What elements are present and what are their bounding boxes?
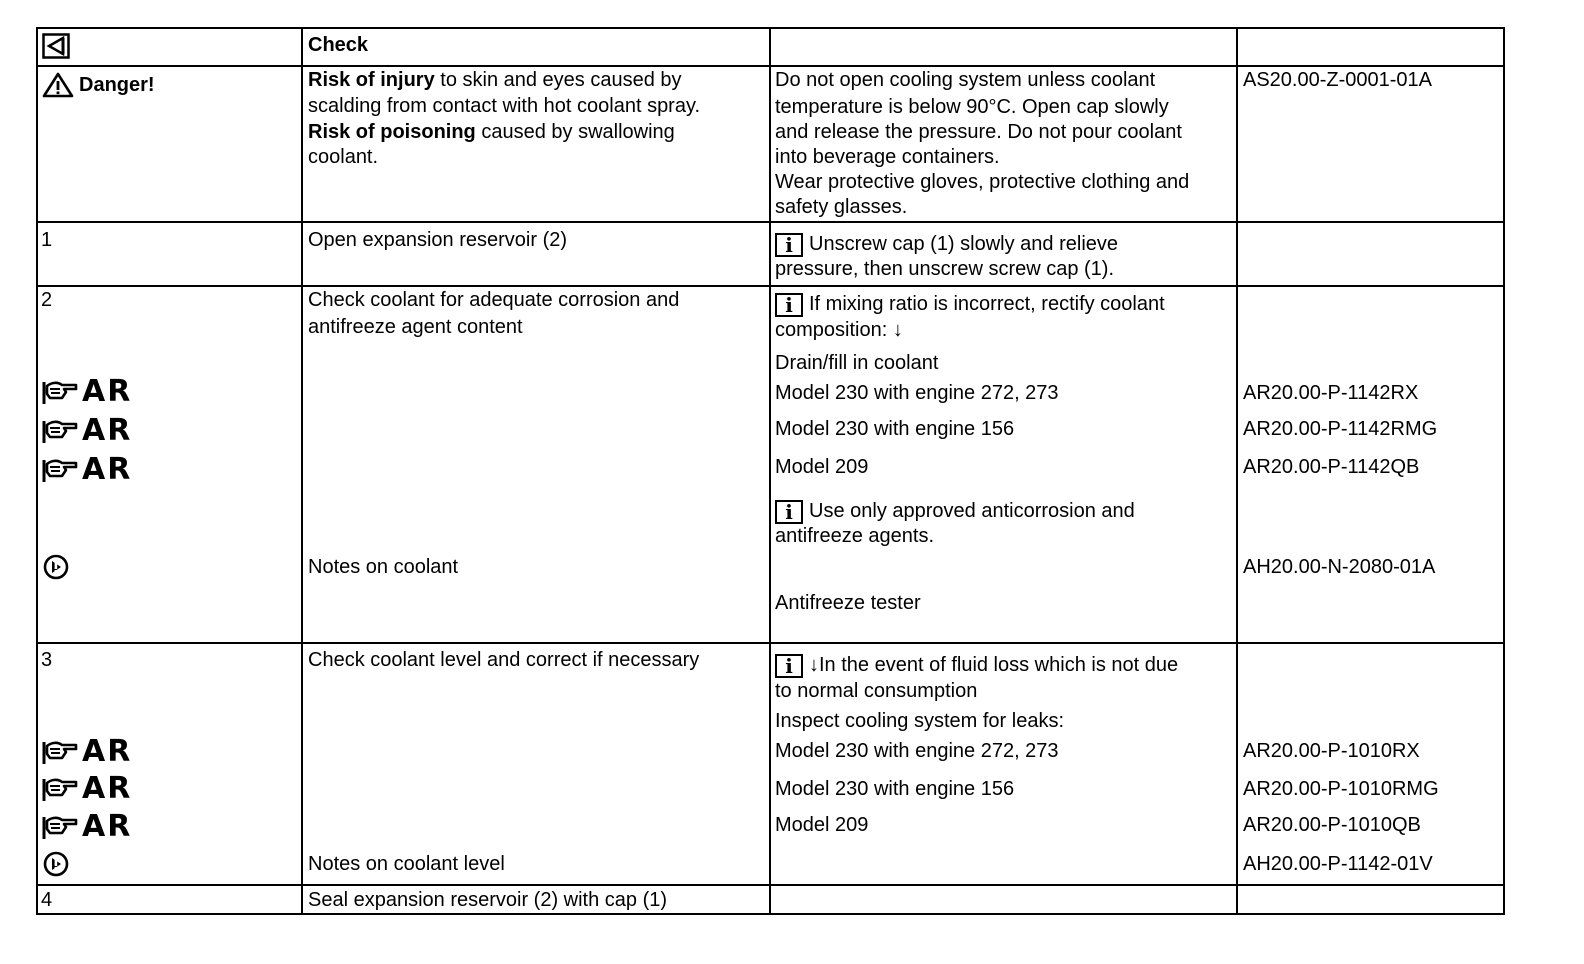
ar-reference[interactable] xyxy=(42,771,133,806)
danger-measure-line: Wear protective gloves, protective clothing and xyxy=(775,171,1190,193)
info-note xyxy=(775,232,1118,257)
tester-label: Antifreeze tester xyxy=(775,592,921,614)
step-back-icon xyxy=(42,33,70,64)
risk-poisoning-bold: Risk of poisoning xyxy=(308,121,476,143)
info-icon: i xyxy=(775,500,803,524)
model-label: Model 209 xyxy=(775,814,869,836)
info-text: to normal consumption xyxy=(775,680,978,702)
header-check-label: Check xyxy=(308,34,369,56)
ar-reference[interactable] xyxy=(42,734,133,769)
pointing-hand-icon xyxy=(42,738,78,766)
pointing-hand-icon xyxy=(42,813,78,841)
doc-ref[interactable]: AH20.00-P-1142-01V xyxy=(1243,853,1433,875)
ar-reference[interactable] xyxy=(42,452,133,487)
ar-label: AR xyxy=(82,374,133,409)
drain-fill-label: Drain/fill in coolant xyxy=(775,352,939,374)
table-rule xyxy=(301,27,303,915)
note-circle-icon[interactable] xyxy=(43,851,69,882)
table-rule xyxy=(1236,27,1238,915)
pointing-hand-icon xyxy=(42,775,78,803)
danger-label xyxy=(42,72,155,98)
inspect-label: Inspect cooling system for leaks: xyxy=(775,710,1065,732)
model-label: Model 230 with engine 272, 273 xyxy=(775,382,1059,404)
model-label: Model 209 xyxy=(775,456,869,478)
doc-ref[interactable]: AR20.00-P-1142RX xyxy=(1243,382,1419,404)
info-icon: i xyxy=(775,654,803,678)
info-icon: i xyxy=(775,233,803,257)
doc-ref[interactable]: AR20.00-P-1142RMG xyxy=(1243,418,1438,440)
pointing-hand-icon xyxy=(42,378,78,406)
pointing-hand-icon xyxy=(42,456,78,484)
info-icon: i xyxy=(775,293,803,317)
step-action: Check coolant level and correct if necessary xyxy=(308,649,700,671)
info-note xyxy=(775,292,1165,317)
table-rule xyxy=(1503,27,1505,915)
ar-reference[interactable] xyxy=(42,809,133,844)
ar-label: AR xyxy=(82,452,133,487)
model-label: Model 230 with engine 272, 273 xyxy=(775,740,1059,762)
ar-reference[interactable] xyxy=(42,374,133,409)
info-note xyxy=(775,499,1135,524)
model-label: Model 230 with engine 156 xyxy=(775,778,1015,800)
model-label: Model 230 with engine 156 xyxy=(775,418,1015,440)
warning-triangle-icon xyxy=(42,72,74,98)
info-text: composition: ↓ xyxy=(775,319,903,341)
step-number: 1 xyxy=(41,229,53,251)
danger-doc-ref[interactable]: AS20.00-Z-0001-01A xyxy=(1243,69,1433,91)
ar-reference[interactable] xyxy=(42,413,133,448)
risk-poisoning-rest: caused by swallowing xyxy=(475,121,675,143)
risk-injury-line2: scalding from contact with hot coolant spray. xyxy=(308,95,701,117)
ar-label: AR xyxy=(82,771,133,806)
info-text: antifreeze agents. xyxy=(775,525,934,547)
table-rule xyxy=(769,27,771,915)
step-number: 2 xyxy=(41,289,53,311)
danger-measure-line: temperature is below 90°C. Open cap slowly xyxy=(775,96,1169,118)
step-action: antifreeze agent content xyxy=(308,316,523,338)
step-number: 3 xyxy=(41,649,53,671)
step-action: Check coolant for adequate corrosion and xyxy=(308,289,680,311)
info-text: Use only approved anticorrosion and xyxy=(809,500,1135,522)
danger-measure-line: and release the pressure. Do not pour coolant xyxy=(775,121,1182,143)
notes-label: Notes on coolant level xyxy=(308,853,505,875)
table-rule xyxy=(36,27,38,915)
notes-label: Notes on coolant xyxy=(308,556,459,578)
step-action: Seal expansion reservoir (2) with cap (1) xyxy=(308,889,668,911)
pointing-hand-icon xyxy=(42,417,78,445)
risk-injury-line xyxy=(308,68,682,93)
info-note xyxy=(775,653,1178,678)
doc-ref[interactable]: AR20.00-P-1010RMG xyxy=(1243,778,1439,800)
danger-measure-line: Do not open cooling system unless coolant xyxy=(775,69,1156,91)
danger-measure-line: into beverage containers. xyxy=(775,146,1000,168)
info-text: If mixing ratio is incorrect, rectify coolant xyxy=(809,293,1165,315)
ar-label: AR xyxy=(82,734,133,769)
info-text: pressure, then unscrew screw cap (1). xyxy=(775,258,1115,280)
info-text: Unscrew cap (1) slowly and relieve xyxy=(809,233,1119,255)
risk-poisoning-line2: coolant. xyxy=(308,146,379,168)
step-action: Open expansion reservoir (2) xyxy=(308,229,568,251)
step-number: 4 xyxy=(41,889,53,911)
info-text: ↓In the event of fluid loss which is not due xyxy=(809,654,1179,676)
ar-label: AR xyxy=(82,413,133,448)
danger-text: Danger! xyxy=(79,73,155,96)
danger-measure-line: safety glasses. xyxy=(775,196,908,218)
doc-ref[interactable]: AH20.00-N-2080-01A xyxy=(1243,556,1436,578)
risk-injury-rest: to skin and eyes caused by xyxy=(434,69,682,91)
risk-poisoning-line xyxy=(308,120,675,145)
doc-ref[interactable]: AR20.00-P-1010RX xyxy=(1243,740,1420,762)
doc-ref[interactable]: AR20.00-P-1010QB xyxy=(1243,814,1421,836)
risk-injury-bold: Risk of injury xyxy=(308,69,435,91)
doc-ref[interactable]: AR20.00-P-1142QB xyxy=(1243,456,1420,478)
ar-label: AR xyxy=(82,809,133,844)
note-circle-icon[interactable] xyxy=(43,554,69,585)
